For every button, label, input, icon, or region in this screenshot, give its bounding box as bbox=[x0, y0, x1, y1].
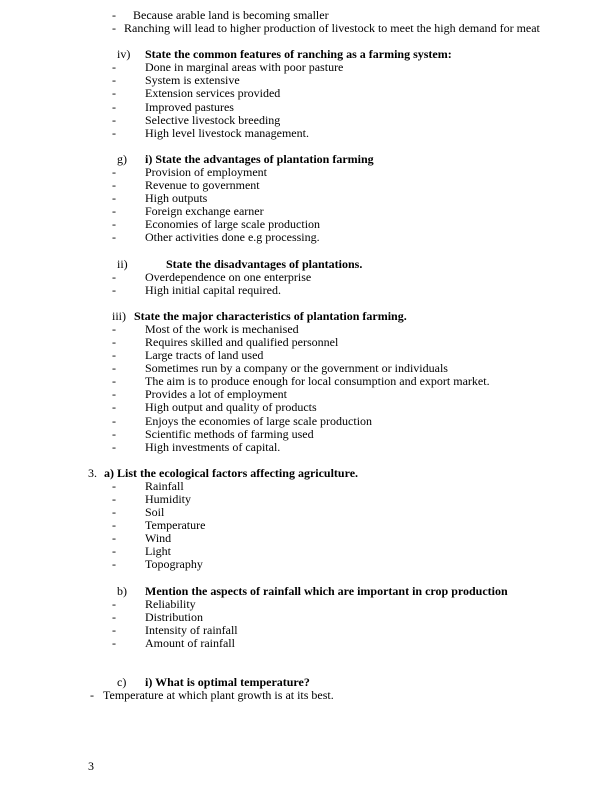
bullet-dash: - bbox=[112, 125, 116, 140]
list-item bbox=[0, 637, 612, 650]
list-item-text: Selective livestock breeding bbox=[145, 112, 281, 127]
list-item-text: Because arable land is becoming smaller bbox=[133, 8, 329, 22]
list-item-text: Wind bbox=[145, 531, 172, 546]
bullet-dash: - bbox=[112, 86, 116, 101]
list-item bbox=[0, 428, 612, 441]
section-heading-row bbox=[0, 467, 612, 480]
list-item bbox=[0, 87, 612, 100]
list-item bbox=[0, 611, 612, 624]
list-item-text: Rainfall bbox=[145, 478, 184, 493]
list-item-text: Economies of large scale production bbox=[145, 217, 321, 232]
list-item bbox=[0, 323, 612, 336]
section-label: b) bbox=[117, 583, 127, 598]
section-heading-row bbox=[0, 310, 612, 323]
bullet-dash: - bbox=[112, 282, 116, 297]
bullet-dash: - bbox=[112, 635, 116, 650]
bullet-dash: - bbox=[112, 217, 116, 232]
bullet-dash: - bbox=[112, 426, 116, 441]
bullet-dash: - bbox=[112, 204, 116, 219]
list-item-text: Improved pastures bbox=[145, 99, 234, 114]
list-item-text: Soil bbox=[145, 505, 165, 520]
list-item-text: High investments of capital. bbox=[145, 439, 281, 454]
list-item-text: High outputs bbox=[145, 191, 208, 206]
list-item-text: Amount of rainfall bbox=[145, 635, 235, 650]
list-item bbox=[0, 192, 612, 205]
bullet-dash: - bbox=[112, 622, 116, 637]
list-item bbox=[0, 179, 612, 192]
section-heading: State the major characteristics of plantation farming. bbox=[134, 308, 407, 323]
list-item bbox=[0, 598, 612, 611]
list-item-text: Topography bbox=[145, 557, 203, 572]
list-item-text: Intensity of rainfall bbox=[145, 622, 238, 637]
section-rainfall-aspects bbox=[0, 585, 612, 650]
section-heading: i) State the advantages of plantation farming bbox=[145, 151, 374, 166]
list-item bbox=[0, 231, 612, 244]
list-item bbox=[0, 689, 612, 702]
bullet-dash: - bbox=[112, 374, 116, 389]
list-item-text: Most of the work is mechanised bbox=[145, 321, 299, 336]
section-optimal-temperature bbox=[0, 676, 612, 702]
section-heading-row bbox=[0, 153, 612, 166]
bullet-dash: - bbox=[112, 8, 116, 22]
bullet-dash: - bbox=[112, 387, 116, 402]
list-item-text: Requires skilled and qualified personnel bbox=[145, 334, 339, 349]
section-heading: Mention the aspects of rainfall which are important in crop production bbox=[145, 583, 508, 598]
list-item-text: Ranching will lead to higher production of livestock to meet the high demand for meat bbox=[124, 21, 540, 36]
bullet-dash: - bbox=[112, 492, 116, 506]
intro-bullets bbox=[0, 9, 612, 35]
list-item bbox=[0, 61, 612, 74]
bullet-dash: - bbox=[112, 99, 116, 114]
list-item-text: Humidity bbox=[145, 492, 192, 506]
list-item bbox=[0, 101, 612, 114]
list-item bbox=[0, 558, 612, 571]
list-item bbox=[0, 624, 612, 637]
bullet-dash: - bbox=[112, 178, 116, 193]
section-ecological-factors bbox=[0, 467, 612, 572]
list-item bbox=[0, 532, 612, 545]
list-item bbox=[0, 114, 612, 127]
list-item-text: Provision of employment bbox=[145, 164, 267, 179]
list-item-text: Distribution bbox=[145, 609, 204, 624]
section-heading-row bbox=[0, 585, 612, 598]
section-heading: i) What is optimal temperature? bbox=[145, 675, 310, 690]
bullet-dash: - bbox=[112, 400, 116, 415]
list-item-text: Enjoys the economies of large scale production bbox=[145, 413, 373, 428]
list-item bbox=[0, 519, 612, 532]
bullet-dash: - bbox=[112, 596, 116, 611]
list-item-text: Provides a lot of employment bbox=[145, 387, 287, 402]
list-item-text: High initial capital required. bbox=[145, 282, 281, 297]
list-item bbox=[0, 22, 612, 35]
list-item bbox=[0, 441, 612, 454]
section-label: c) bbox=[117, 675, 127, 690]
bullet-dash: - bbox=[112, 21, 116, 36]
list-item-text: High output and quality of products bbox=[145, 400, 317, 415]
page-number: 3 bbox=[88, 759, 94, 773]
section-heading: a) List the ecological factors affecting agriculture. bbox=[104, 465, 359, 480]
list-item bbox=[0, 480, 612, 493]
bullet-dash: - bbox=[112, 361, 116, 376]
section-plantation-disadvantages bbox=[0, 258, 612, 297]
section-plantation-advantages bbox=[0, 153, 612, 245]
list-item bbox=[0, 127, 612, 140]
list-item-text: Large tracts of land used bbox=[145, 348, 264, 363]
bullet-dash: - bbox=[112, 334, 116, 349]
bullet-dash: - bbox=[112, 321, 116, 336]
bullet-dash: - bbox=[112, 544, 116, 559]
list-item-text: Done in marginal areas with poor pasture bbox=[145, 60, 344, 75]
bullet-dash: - bbox=[112, 269, 116, 284]
bullet-dash: - bbox=[112, 557, 116, 572]
list-item bbox=[0, 284, 612, 297]
list-item bbox=[0, 166, 612, 179]
bullet-dash: - bbox=[112, 60, 116, 75]
list-item bbox=[0, 493, 612, 506]
list-item-text: Reliability bbox=[145, 596, 196, 611]
bullet-dash: - bbox=[112, 112, 116, 127]
list-item-text: Overdependence on one enterprise bbox=[145, 269, 312, 284]
list-item bbox=[0, 545, 612, 558]
list-item-text: The aim is to produce enough for local consumption and export market. bbox=[145, 374, 490, 389]
section-heading: State the common features of ranching as a farming system: bbox=[145, 47, 452, 62]
section-label: iii) bbox=[112, 308, 126, 323]
bullet-dash: - bbox=[112, 439, 116, 454]
bullet-dash: - bbox=[112, 518, 116, 533]
list-item-text: Temperature at which plant growth is at its best. bbox=[103, 688, 334, 703]
bullet-dash: - bbox=[112, 478, 116, 493]
list-item bbox=[0, 415, 612, 428]
list-item bbox=[0, 271, 612, 284]
list-item-text: Temperature bbox=[145, 518, 206, 533]
list-item-text: Scientific methods of farming used bbox=[145, 426, 314, 441]
list-item-text: Light bbox=[145, 544, 171, 559]
section-plantation-characteristics bbox=[0, 310, 612, 454]
section-heading-row bbox=[0, 258, 612, 271]
list-item bbox=[0, 74, 612, 87]
list-item-text: Foreign exchange earner bbox=[145, 204, 264, 219]
bullet-dash: - bbox=[112, 531, 116, 546]
list-item bbox=[0, 506, 612, 519]
bullet-dash: - bbox=[112, 164, 116, 179]
section-label: g) bbox=[117, 151, 127, 166]
section-heading: State the disadvantages of plantations. bbox=[166, 256, 363, 271]
list-item-text: Other activities done e.g processing. bbox=[145, 230, 320, 245]
bullet-dash: - bbox=[112, 505, 116, 520]
section-ranching-features bbox=[0, 48, 612, 140]
bullet-dash: - bbox=[112, 609, 116, 624]
list-item-text: High level livestock management. bbox=[145, 125, 309, 140]
bullet-dash: - bbox=[90, 688, 94, 703]
list-item bbox=[0, 401, 612, 414]
bullet-dash: - bbox=[112, 191, 116, 206]
section-label: ii) bbox=[117, 256, 128, 271]
section-label: 3. bbox=[88, 465, 97, 480]
bullet-dash: - bbox=[112, 413, 116, 428]
section-label: iv) bbox=[117, 47, 131, 62]
list-item-text: Extension services provided bbox=[145, 86, 281, 101]
list-item bbox=[0, 336, 612, 349]
list-item-text: Sometimes run by a company or the government or individuals bbox=[145, 361, 448, 376]
bullet-dash: - bbox=[112, 230, 116, 245]
bullet-dash: - bbox=[112, 73, 116, 88]
list-item-text: System is extensive bbox=[145, 73, 240, 88]
list-item bbox=[0, 375, 612, 388]
list-item-text: Revenue to government bbox=[145, 178, 260, 193]
bullet-dash: - bbox=[112, 348, 116, 363]
